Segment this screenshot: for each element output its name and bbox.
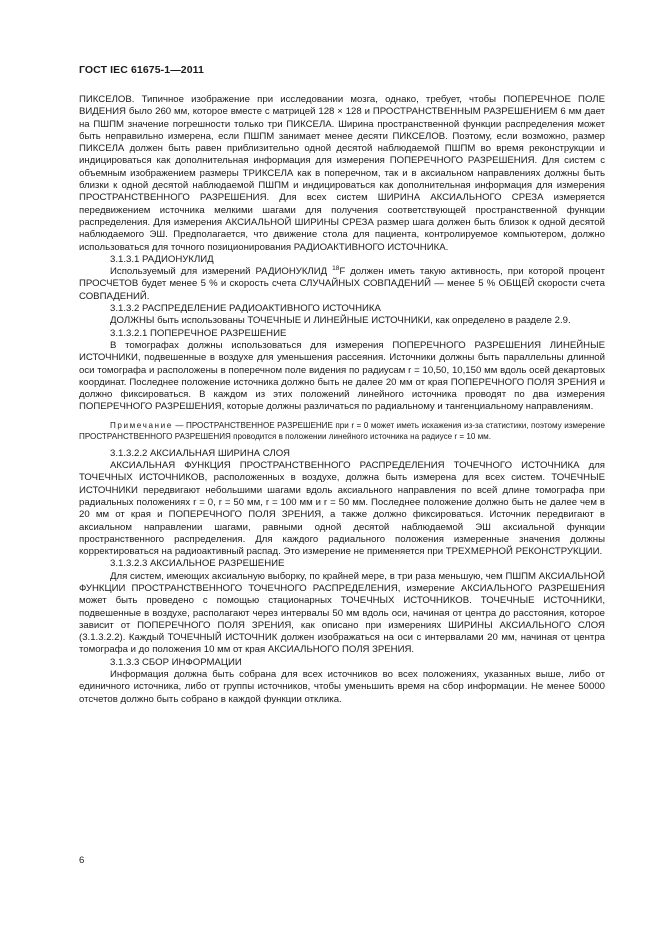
paragraph-axial-slice-width: АКСИАЛЬНАЯ ФУНКЦИЯ ПРОСТРАНСТВЕННОГО РАСПРЕДЕЛЕНИЯ ТОЧЕЧНОГО ИСТОЧНИКА для ТОЧЕЧНЫХ ИСТОЧНИКОВ, расположенных в воздухе, должна быть измерена для всех систем. ТОЧЕЧНЫЕ ИСТОЧНИКИ передвигают небольшими шагами вдоль аксиального направления по всей длине томографа при радиальных положениях r = 0, r = 50 мм, r = 100 мм и r = 50 мм. Последнее положение должно быть не далее чем в 20 мм от края и ПОПЕРЕЧНОГО ПОЛЯ ЗРЕНИЯ, а также должно фиксироваться. Источник передвигают в аксиальном направлении шагами, равными одной десятой наблюдаемой ЭШ аксиальной функции пространственного распределения. Для каждого радиального положения измеренные значения должны корректироваться на радиоактивный распад. Это измерение не применяется при ТРЕХМЕРНОЙ РЕКОНСТРУКЦИИ. bbox=[79, 460, 605, 558]
heading-3-1-3-2-1: 3.1.3.2.1 ПОПЕРЕЧНОЕ РАЗРЕШЕНИЕ bbox=[110, 327, 287, 339]
page-number: 6 bbox=[79, 855, 85, 866]
isotope-mass-number: 18 bbox=[332, 264, 340, 272]
heading-3-1-3-2: 3.1.3.2 РАСПРЕДЕЛЕНИЕ РАДИОАКТИВНОГО ИСТОЧНИКА bbox=[110, 303, 381, 315]
heading-3-1-3-1: 3.1.3.1 РАДИОНУКЛИД bbox=[110, 253, 214, 265]
paragraph-data-collection: Информация должна быть собрана для всех источников во всех положениях, указанных выше, либо от единичного источника, либо от группы источников, чтобы уменьшить время на сбор информации. Не менее 50000 отсчетов должно быть собрано в каждой функции отклика. bbox=[79, 669, 605, 705]
radionuclide-text-b: F должен иметь такую активность, при которой процент ПРОСЧЕТОВ будет менее 5 % и скорость счета СЛУЧАЙНЫХ СОВПАДЕНИЙ — менее 5 % ОБЩЕЙ скорости счета СОВПАДЕНИЙ. bbox=[79, 266, 606, 302]
paragraph-transverse-resolution: В томографах должны использоваться для измерения ПОПЕРЕЧНОГО РАЗРЕШЕНИЯ ЛИНЕЙНЫЕ ИСТОЧНИКИ, подвешенные в воздухе для уменьшения рассеяния. Источники должны быть параллельны длинной оси томографа и расположены в поперечном поле видения по радиусам r = 10,50, 10,150 мм вдоль осей декартовых координат. Последнее положение источника должно быть не далее 20 мм от края ПОПЕРЕЧНОГО ПОЛЯ ЗРЕНИЯ и должно фиксироваться. В каждом из этих положений линейного источника проводят по два измерения ПОПЕРЕЧНОГО РАЗРЕШЕНИЯ, которые должны различаться по радиальному и тангенциальному направлениям. bbox=[79, 339, 605, 413]
document-header: ГОСТ IEC 61675-1—2011 bbox=[79, 64, 204, 76]
page-body bbox=[79, 94, 605, 706]
note-text: — ПРОСТРАНСТВЕННОЕ РАЗРЕШЕНИЕ при r = 0 может иметь искажения из-за статистики, поэтому измерение ПРОСТРАНСТВЕННОГО РАЗРЕШЕНИЯ проводится в положении линейного источника на радиусе r = 10 мм. bbox=[79, 420, 605, 441]
radionuclide-text-a: Используемый для измерений РАДИОНУКЛИД bbox=[110, 266, 333, 278]
note bbox=[79, 420, 605, 442]
paragraph-axial-resolution: Для систем, имеющих аксиальную выборку, по крайней мере, в три раза меньшую, чем ПШПМ АКСИАЛЬНОЙ ФУНКЦИИ ПРОСТРАНСТВЕННОГО ТОЧЕЧНОГО РАСПРЕДЕЛЕНИЯ, измерение АКСИАЛЬНОГО РАЗРЕШЕНИЯ может быть проведено с помощью стационарных ТОЧЕЧНЫХ ИСТОЧНИКОВ. ТОЧЕЧНЫЕ ИСТОЧНИКИ, подвешенные в воздухе, располагают через интервалы 50 мм вдоль оси, начиная от центра до расстояния, которое зависит от ПОПЕРЕЧНОГО ПОЛЯ ЗРЕНИЯ, как описано при измерениях ШИРИНЫ АКСИАЛЬНОГО СЛОЯ (3.1.3.2.2). Каждый ТОЧЕЧНЫЙ ИСТОЧНИК должен изображаться на оси с интервалами 20 мм, начиная от центра томографа и до положения 10 мм от края АКСИАЛЬНОГО ПОЛЯ ЗРЕНИЯ. bbox=[79, 570, 605, 656]
heading-3-1-3-3: 3.1.3.3 СБОР ИНФОРМАЦИИ bbox=[110, 656, 242, 668]
heading-3-1-3-2-3: 3.1.3.2.3 АКСИАЛЬНОЕ РАЗРЕШЕНИЕ bbox=[110, 558, 285, 570]
heading-3-1-3-2-2: 3.1.3.2.2 АКСИАЛЬНАЯ ШИРИНА СЛОЯ bbox=[110, 447, 290, 459]
note-label: Примечание bbox=[110, 420, 173, 430]
paragraph-radionuclide bbox=[79, 266, 605, 303]
paragraph-source-distribution: ДОЛЖНЫ быть использованы ТОЧЕЧНЫЕ И ЛИНЕЙНЫЕ ИСТОЧНИКИ, как определено в разделе 2.9. bbox=[110, 315, 571, 327]
paragraph-pixel-size: ПИКСЕЛОВ. Типичное изображение при исследовании мозга, однако, требует, чтобы ПОПЕРЕЧНОЕ ПОЛЕ ВИДЕНИЯ было 260 мм, которое вместе с матрицей 128 × 128 и ПРОСТРАНСТВЕННЫМ РАЗРЕШЕНИЕМ 6 мм дает на ПШПМ значение погрешности только три ПИКСЕЛА. Ширина пространственной функции распределения может быть неправильно измерена, если ПШПМ занимает менее десяти ПИКСЕЛОВ. Поэтому, если возможно, размер ПИКСЕЛА должен быть равен приблизительно одной десятой наблюдаемой ПШПМ во время реконструкции и индицироваться как дополнительная информация для измерения ПОПЕРЕЧНОГО РАЗРЕШЕНИЯ. Для систем с объемным изображением размеры ТРИКСЕЛА как в поперечном, так и в аксиальном направлениях должны быть близки к одной десятой наблюдаемой ПШПМ и индицироваться как дополнительная информация для измерения ПРОСТРАНСТВЕННОГО РАЗРЕШЕНИЯ. Для всех систем ШИРИНА АКСИАЛЬНОГО СРЕЗА измеряется передвижением источника мелкими шагами для получения соответствующей пространственной функции распределения. Для измерения АКСИАЛЬНОЙ ШИРИНЫ СРЕЗА размер шага должен быть близок к одной десятой наблюдаемого ЭШ. Предполагается, что движение стола для пациента, контролируемое компьютером, должно использоваться для точного позиционирования РАДИОАКТИВНОГО ИСТОЧНИКА. bbox=[79, 94, 605, 253]
